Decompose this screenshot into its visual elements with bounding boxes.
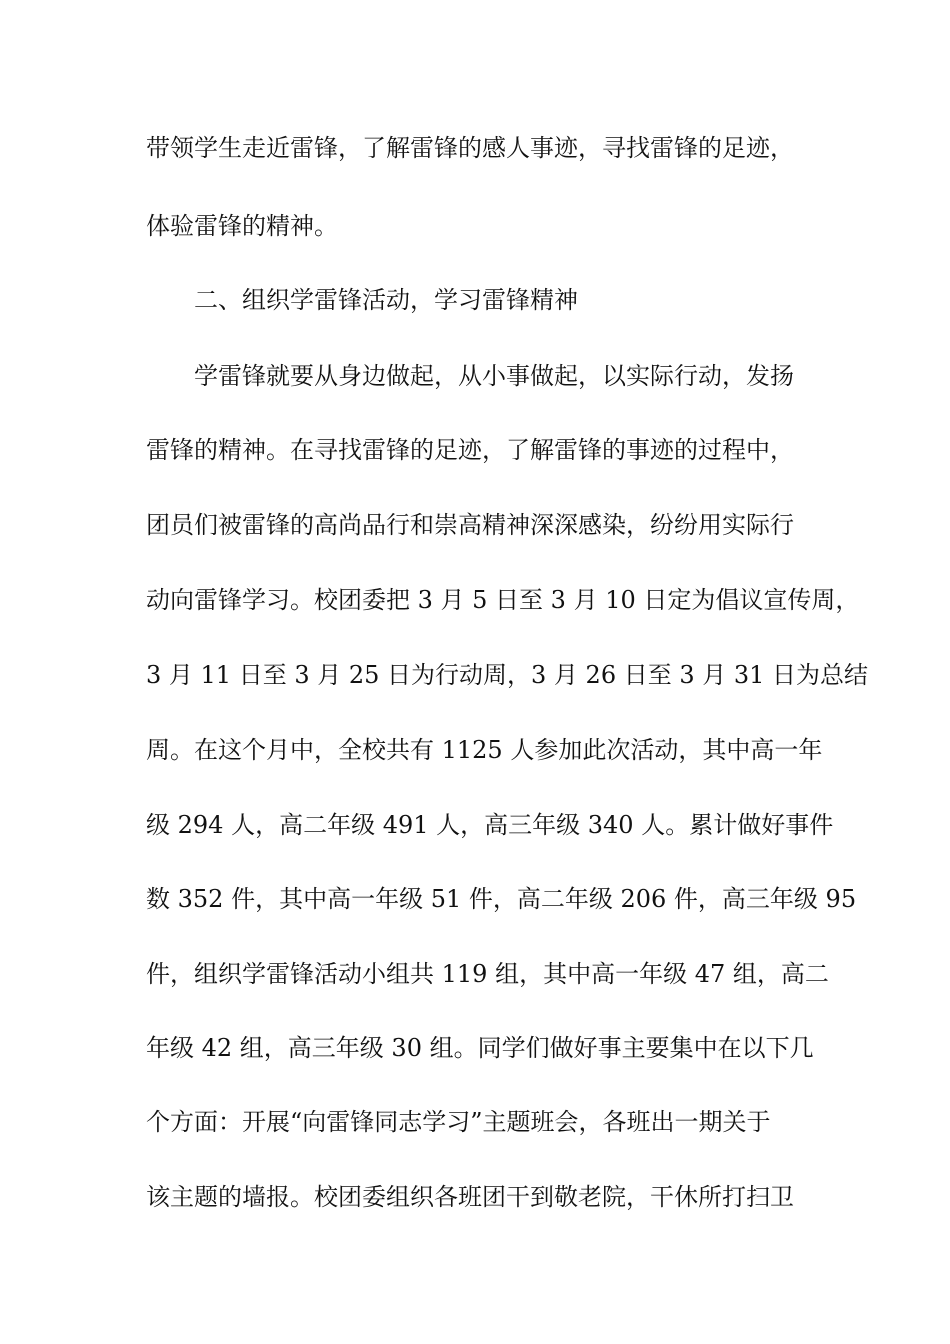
paragraph-line-13: 个方面：开展“向雷锋同志学习”主题班会，各班出一期关于 [146,1108,771,1136]
paragraph-line-4: 雷锋的精神。在寻找雷锋的足迹，了解雷锋的事迹的过程中， [146,436,794,464]
paragraph-line-9: 级 294 人，高二年级 491 人，高三年级 340 人。累计做好事件 [146,811,834,839]
paragraph-line-6: 动向雷锋学习。校团委把 3 月 5 日至 3 月 10 日定为倡议宣传周， [146,586,860,614]
paragraph-line-2: 体验雷锋的精神。 [146,212,338,240]
paragraph-line-10: 数 352 件，其中高一年级 51 件，高二年级 206 件，高三年级 95 [146,885,857,913]
paragraph-line-11: 件，组织学雷锋活动小组共 119 组，其中高一年级 47 组，高二 [146,960,829,988]
section-heading: 二、组织学雷锋活动，学习雷锋精神 [194,286,578,314]
paragraph-line-14: 该主题的墙报。校团委组织各班团干到敬老院，干休所打扫卫 [146,1183,794,1211]
paragraph-line-3: 学雷锋就要从身边做起，从小事做起，以实际行动，发扬 [194,362,794,390]
paragraph-line-1: 带领学生走近雷锋，了解雷锋的感人事迹，寻找雷锋的足迹， [146,134,794,162]
paragraph-line-7: 3 月 11 日至 3 月 25 日为行动周，3 月 26 日至 3 月 31 日为总结 [146,661,869,689]
paragraph-line-5: 团员们被雷锋的高尚品行和崇高精神深深感染，纷纷用实际行 [146,511,794,539]
paragraph-line-12: 年级 42 组，高三年级 30 组。同学们做好事主要集中在以下几 [146,1034,814,1062]
paragraph-line-8: 周。在这个月中，全校共有 1125 人参加此次活动，其中高一年 [146,736,823,764]
